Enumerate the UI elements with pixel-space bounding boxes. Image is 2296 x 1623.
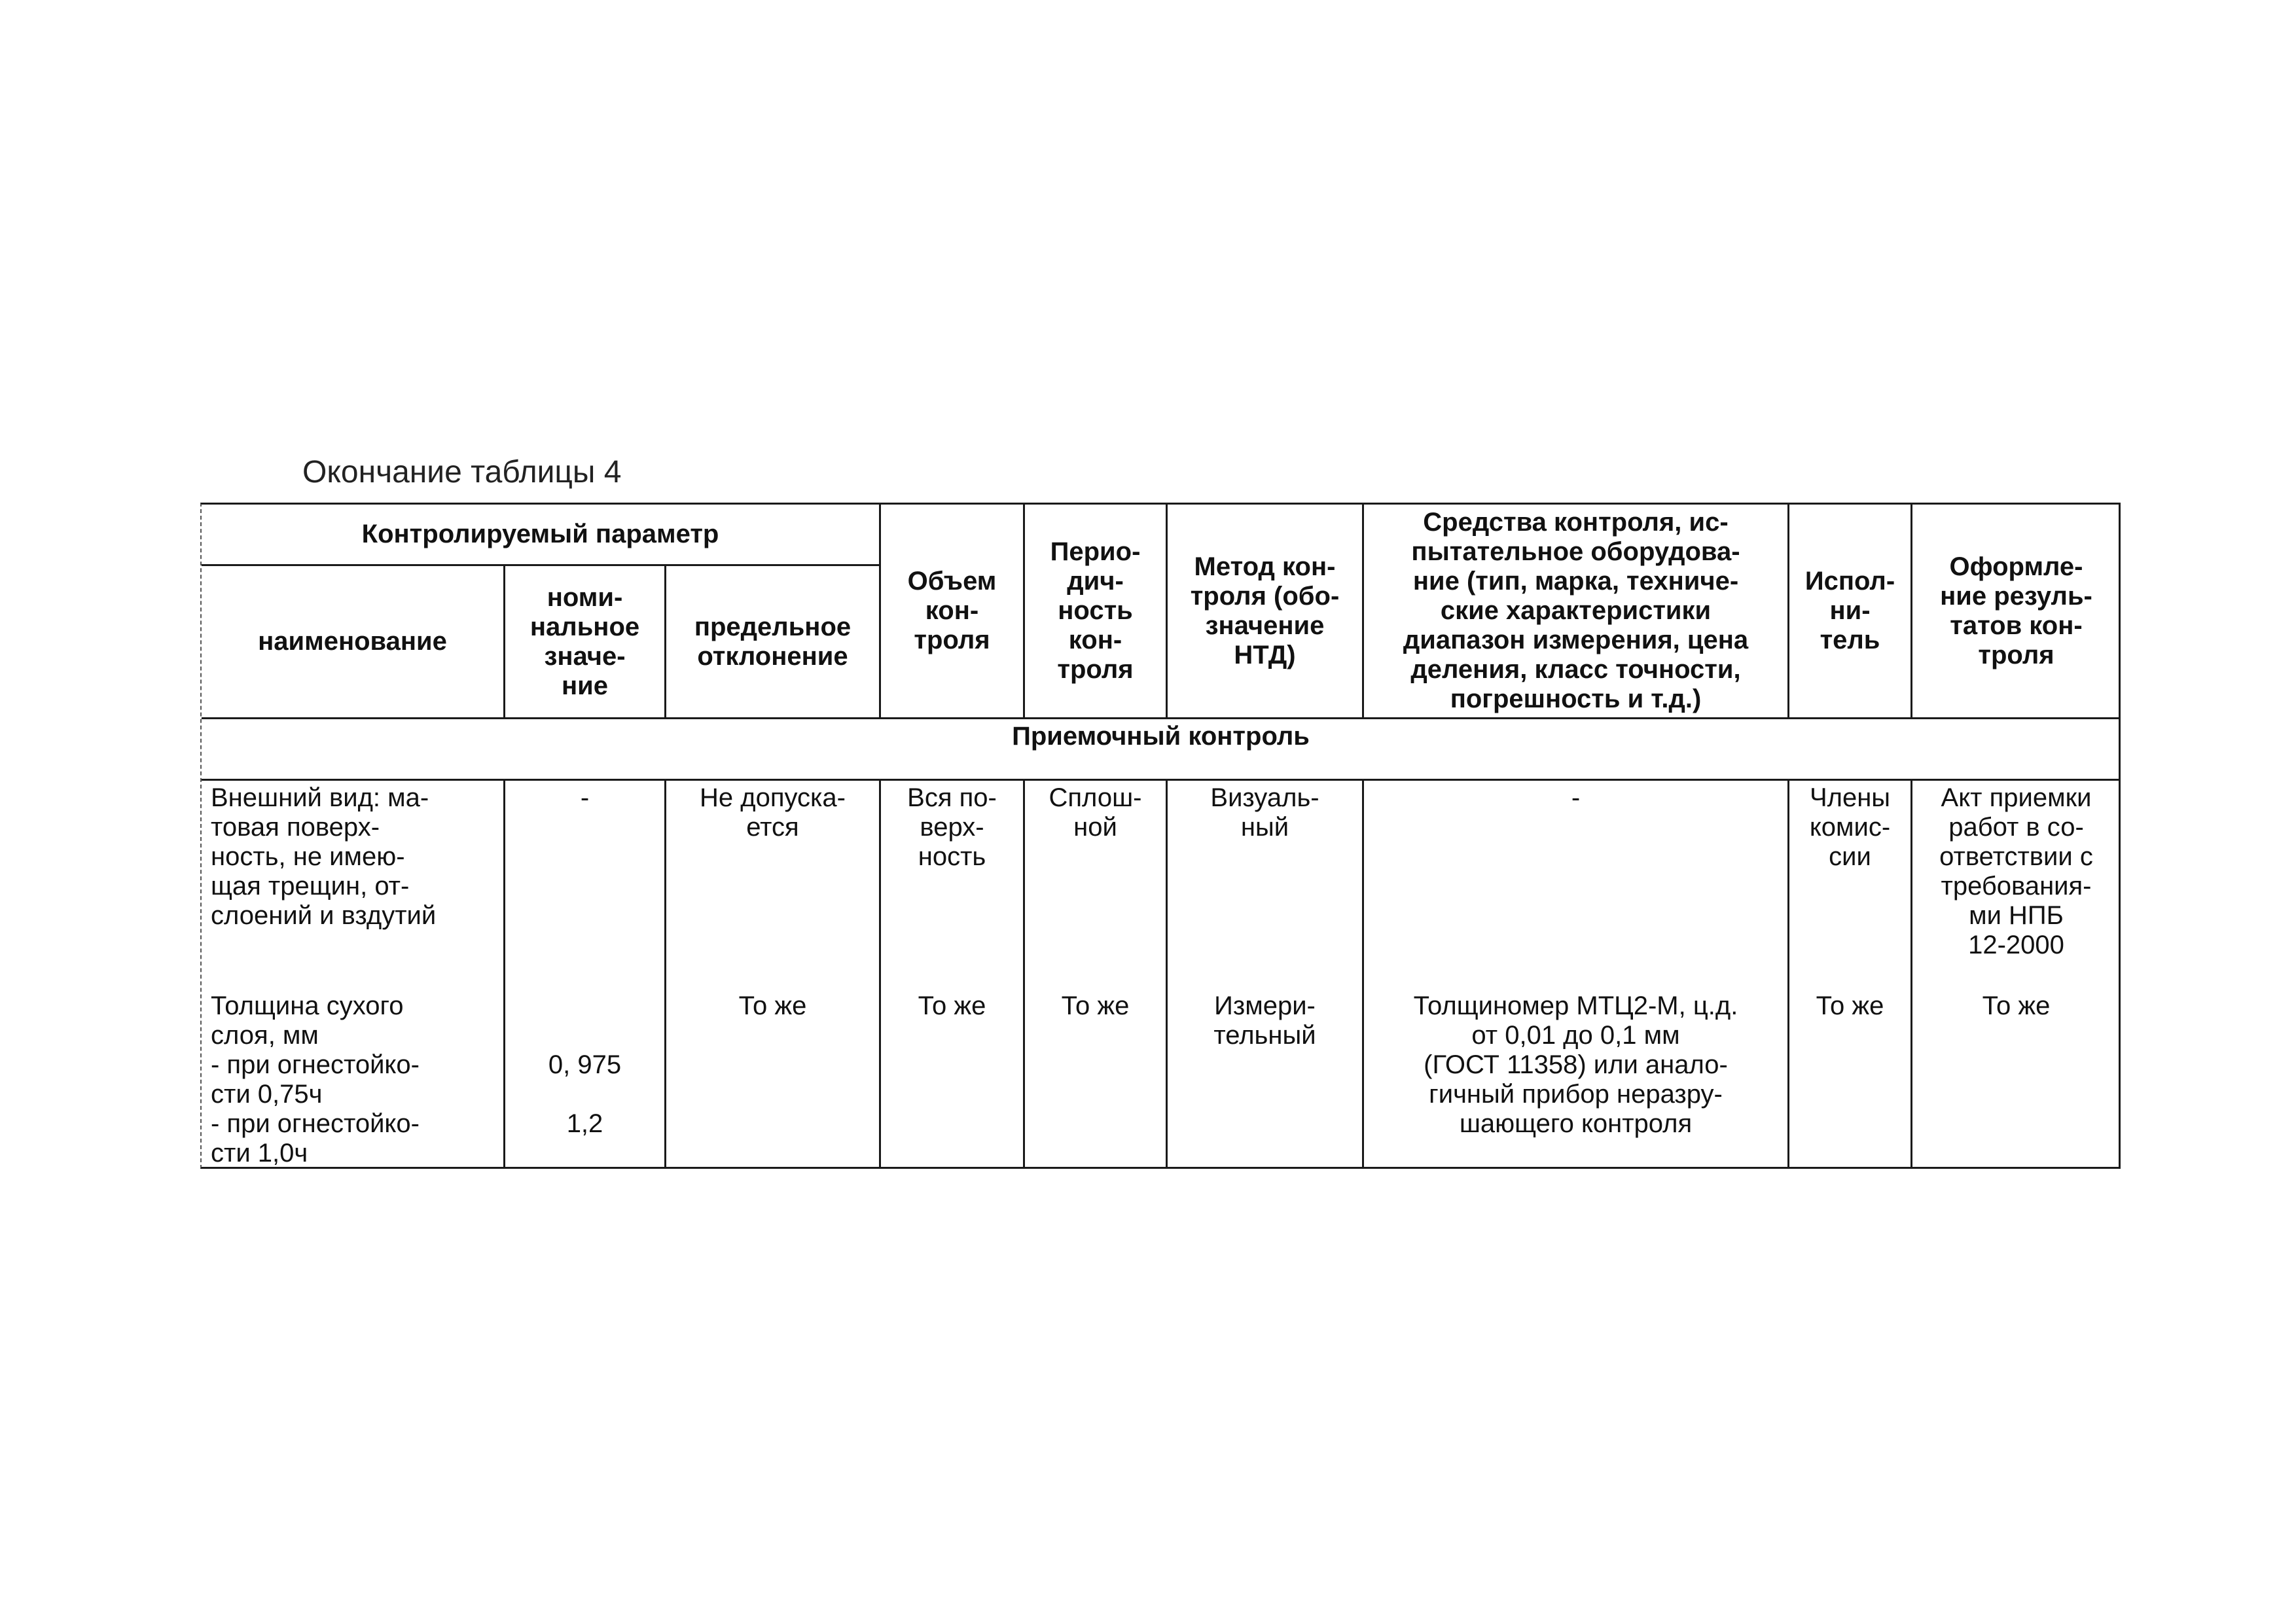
header-name: наименование xyxy=(202,566,505,719)
column-periodicity-cells xyxy=(1025,781,1168,1167)
header-periodicity: Перио- дич- ность кон- троля xyxy=(1025,505,1168,719)
header-limit-deviation: предельное отклонение xyxy=(666,566,881,719)
table-caption: Окончание таблицы 4 xyxy=(302,455,622,490)
column-deviation-cells xyxy=(666,781,881,1167)
column-name-cells xyxy=(202,781,505,1167)
column-executor-cells xyxy=(1789,781,1912,1167)
row-1-nominal: - xyxy=(580,783,590,812)
row-1-means: - xyxy=(1571,783,1581,812)
row-2-method: Измери- тельный xyxy=(1213,991,1316,1050)
column-means-cells xyxy=(1364,781,1789,1167)
row-2-nominal-075: 0, 975 xyxy=(548,1050,622,1079)
section-acceptance-control: Приемочный контроль xyxy=(202,719,2120,781)
row-2-nominal-10: 1,2 xyxy=(566,1109,603,1138)
column-registration-cells xyxy=(1912,781,2120,1167)
header-results-registration: Оформле- ние резуль- татов кон- троля xyxy=(1912,505,2120,719)
row-1-executor: Члены комис- сии xyxy=(1809,783,1891,871)
header-nominal-value: номи- нальное значе- ние xyxy=(505,566,666,719)
row-2-means: Толщиномер МТЦ2-М, ц.д. от 0,01 до 0,1 мм (ГОСТ 11358) или анало- гичный прибор неразру- шающего контроля xyxy=(1413,991,1738,1138)
row-2-registration: То же xyxy=(1982,991,2051,1020)
row-1-deviation: Не допуска- ется xyxy=(700,783,846,842)
row-2-volume: То же xyxy=(918,991,986,1020)
header-control-means: Средства контроля, ис- пытательное оборудова- ние (тип, марка, техниче- ские характеристики диапазон измерения, цена деления, класс точности, погрешность и т.д.) xyxy=(1364,505,1789,719)
row-1-registration: Акт приемки работ в со- ответствии с требования- ми НПБ 12-2000 xyxy=(1939,783,2093,959)
column-method-cells xyxy=(1168,781,1364,1167)
control-table xyxy=(200,503,2121,1169)
row-2-periodicity: То же xyxy=(1061,991,1130,1020)
row-2-deviation: То же xyxy=(738,991,807,1020)
column-nominal-cells xyxy=(505,781,666,1167)
header-control-volume: Объем кон- троля xyxy=(881,505,1025,719)
row-1-volume: Вся по- верх- ность xyxy=(907,783,997,871)
column-volume-cells xyxy=(881,781,1025,1167)
row-1-name: Внешний вид: ма- товая поверх- ность, не имею- щая трещин, от- слоений и вздутий xyxy=(211,783,437,930)
header-control-method: Метод кон- троля (обо- значение НТД) xyxy=(1168,505,1364,719)
header-controlled-parameter: Контролируемый параметр xyxy=(202,505,881,566)
row-2-executor: То же xyxy=(1816,991,1884,1020)
row-2-name: Толщина сухого слоя, мм - при огнестойко- сти 0,75ч - при огнестойко- сти 1,0ч xyxy=(211,991,420,1167)
row-1-method: Визуаль- ный xyxy=(1210,783,1319,842)
row-1-periodicity: Сплош- ной xyxy=(1049,783,1142,842)
header-executor: Испол- ни- тель xyxy=(1789,505,1912,719)
